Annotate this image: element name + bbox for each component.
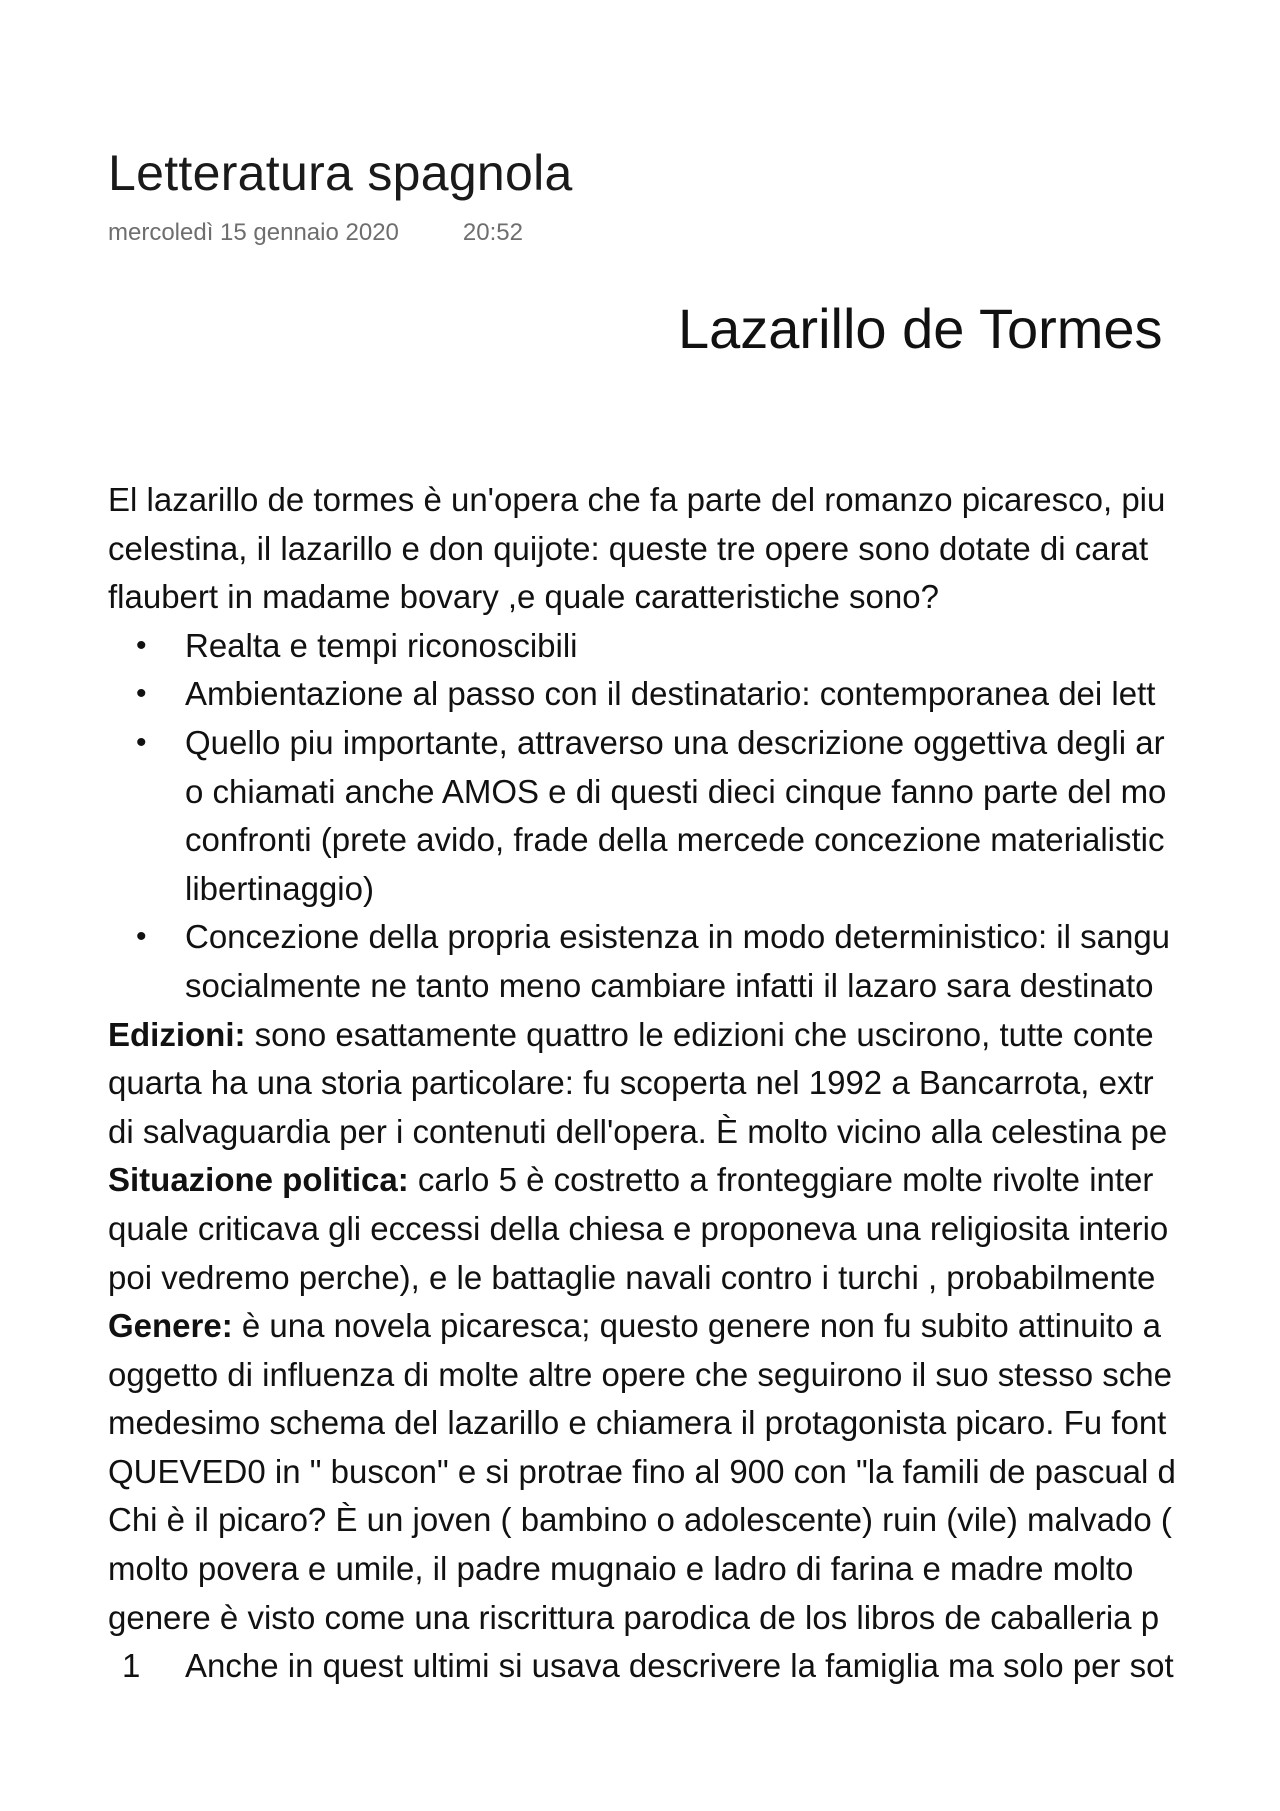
numbered-item-text: Anche in quest ultimi si usava descrivere la famiglia ma solo per sot: [185, 1647, 1174, 1685]
note-timestamp: [108, 219, 523, 247]
section-text: sono esattamente quattro le edizioni che uscirono, tutte conte: [245, 1015, 1154, 1053]
section-line: QUEVED0 in " buscon" e si protrae fino al 900 con "la famili de pascual d: [108, 1452, 1176, 1490]
bullet-item: [108, 719, 1280, 768]
intro-line: El lazarillo de tormes è un'opera che fa parte del romanzo picaresco, piu: [108, 481, 1166, 518]
note-title: Letteratura spagnola: [108, 145, 573, 201]
section-text: carlo 5 è costretto a fronteggiare molte rivolte inter: [408, 1161, 1154, 1199]
bullet-text: Realta e tempi riconoscibili: [185, 626, 578, 664]
section-line: quale criticava gli eccessi della chiesa e proponeva una religiosita interio: [108, 1209, 1169, 1247]
section-line: poi vedremo perche), e le battaglie navali contro i turchi , probabilmente: [108, 1258, 1156, 1296]
bullet-item: [108, 622, 1280, 671]
bullet-item: [108, 670, 1280, 719]
note-date: mercoledì 15 gennaio 2020: [108, 219, 399, 246]
section-line: genere è visto come una riscrittura parodica de los libros de caballeria p: [108, 1598, 1160, 1636]
bullet-icon: •: [136, 725, 147, 759]
bullet-icon: •: [136, 628, 147, 662]
bullet-text: Quello piu importante, attraverso una descrizione oggettiva degli ar: [185, 723, 1165, 761]
numbered-item: [108, 1642, 1280, 1691]
section-line: quarta ha una storia particolare: fu scoperta nel 1992 a Bancarrota, extr: [108, 1064, 1154, 1102]
section-text: è una novela picaresca; questo genere non fu subito attinuito a: [232, 1307, 1162, 1345]
bullet-text: Concezione della propria esistenza in modo deterministico: il sangu: [185, 918, 1171, 956]
intro-line: celestina, il lazarillo e don quijote: queste tre opere sono dotate di carat: [108, 529, 1149, 567]
document-heading: Lazarillo de Tormes: [678, 297, 1163, 360]
document-body: [108, 476, 1280, 1685]
section-line: molto povera e umile, il padre mugnaio e ladro di farina e madre molto: [108, 1550, 1134, 1588]
section-situazione-politica: [108, 1156, 1280, 1205]
section-label: Edizioni:: [108, 1015, 246, 1053]
section-edizioni: [108, 1011, 1280, 1060]
bullet-text: Ambientazione al passo con il destinatario: contemporanea dei lett: [185, 675, 1156, 713]
section-line: di salvaguardia per i contenuti dell'opera. È molto vicino alla celestina pe: [108, 1112, 1168, 1150]
section-label: Situazione politica:: [108, 1161, 409, 1199]
bullet-continuation: o chiamati anche AMOS e di questi dieci cinque fanno parte del mo: [185, 772, 1167, 810]
section-line: oggetto di influenza di molte altre opere che seguirono il suo stesso sche: [108, 1355, 1172, 1393]
bullet-continuation: socialmente ne tanto meno cambiare infatti il lazaro sara destinato: [185, 966, 1154, 1004]
bullet-item: [108, 913, 1280, 962]
bullet-continuation: confronti (prete avido, frade della mercede concezione materialistic: [185, 821, 1165, 859]
section-genere: [108, 1302, 1280, 1351]
note-time: 20:52: [462, 219, 523, 246]
intro-line: flaubert in madame bovary ,e quale caratteristiche sono?: [108, 578, 939, 616]
bullet-continuation: libertinaggio): [185, 869, 374, 907]
section-label: Genere:: [108, 1307, 233, 1345]
bullet-icon: •: [136, 677, 147, 711]
bullet-icon: •: [136, 920, 147, 954]
section-line: medesimo schema del lazarillo e chiamera il protagonista picaro. Fu font: [108, 1404, 1167, 1442]
list-number: 1: [122, 1647, 141, 1685]
section-line: Chi è il picaro? È un joven ( bambino o adolescente) ruin (vile) malvado (: [108, 1501, 1172, 1539]
